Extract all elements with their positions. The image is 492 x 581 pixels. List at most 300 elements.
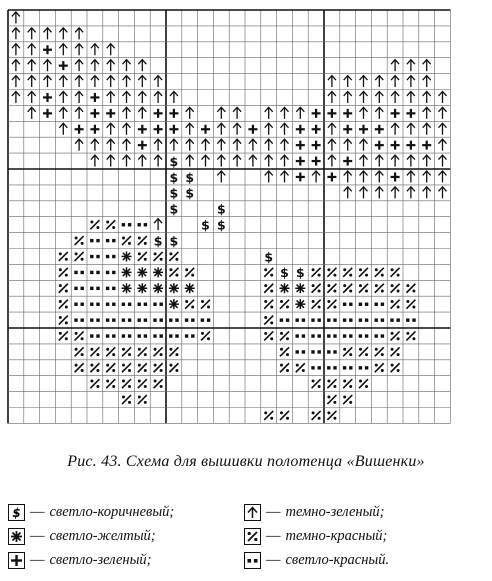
stitch-diag-slash xyxy=(391,300,400,309)
stitch-dollar xyxy=(185,186,194,201)
stitch-diag-slash xyxy=(343,379,352,388)
stitch-arrow-up xyxy=(281,171,289,183)
stitch-arrow-up xyxy=(75,60,83,72)
stitch-double-dot xyxy=(74,318,84,321)
stitch-arrow-up xyxy=(12,76,20,88)
stitch-arrow-up xyxy=(123,139,131,151)
stitch-double-dot xyxy=(375,334,385,337)
stitch-arrow-up xyxy=(202,155,210,167)
legend-item-dark-red xyxy=(244,524,389,548)
stitch-arrow-up xyxy=(281,155,289,167)
stitch-cross xyxy=(312,141,321,150)
stitch-diag-slash xyxy=(375,347,384,356)
stitch-arrow-up xyxy=(138,155,146,167)
stitch-diag-slash xyxy=(264,268,273,277)
stitch-double-dot xyxy=(90,318,100,321)
stitch-arrow-up xyxy=(59,91,67,103)
stitch-diag-slash xyxy=(327,268,336,277)
stitch-arrow-up xyxy=(44,60,52,72)
stitch-cross xyxy=(201,125,210,134)
stitch-diag-slash xyxy=(106,220,115,229)
stitch-double-dot xyxy=(153,318,163,321)
stitch-double-dot xyxy=(106,255,116,258)
stitch-diag-slash xyxy=(375,363,384,372)
stitch-double-dot xyxy=(311,366,321,369)
stitch-diag-slash xyxy=(327,395,336,404)
stitch-diag-slash xyxy=(391,284,400,293)
stitch-arrow-up xyxy=(423,123,431,135)
stitch-arrow-up xyxy=(375,155,383,167)
stitch-double-dot xyxy=(74,271,84,274)
stitch-arrow-up xyxy=(249,139,257,151)
svg-text:$: $ xyxy=(169,233,179,249)
legend-label: светло-желтый; xyxy=(49,527,156,544)
stitch-arrow-up xyxy=(123,76,131,88)
stitch-diag-slash xyxy=(327,300,336,309)
stitch-diag-slash xyxy=(169,363,178,372)
stitch-arrow-up xyxy=(328,91,336,103)
stitch-arrow-up xyxy=(423,171,431,183)
stitch-double-dot xyxy=(201,318,211,321)
stitch-arrow-up xyxy=(375,171,383,183)
stitch-cross xyxy=(169,109,178,118)
stitch-arrow-up xyxy=(375,107,383,119)
stitch-double-dot xyxy=(106,287,116,290)
stitch-dollar xyxy=(170,186,179,201)
stitch-double-dot xyxy=(406,318,416,321)
stitch-dollar xyxy=(264,249,273,264)
stitch-cross xyxy=(43,93,52,102)
stitch-cross xyxy=(90,109,99,118)
legend-item-light-green xyxy=(8,548,174,572)
stitch-arrow-up xyxy=(107,91,115,103)
stitch-double-dot xyxy=(90,239,100,242)
stitch-dollar xyxy=(201,217,210,232)
stitch-arrow-up xyxy=(217,155,225,167)
stitch-arrow-up xyxy=(186,107,194,119)
stitch-arrow-up xyxy=(107,44,115,56)
stitch-cross xyxy=(327,109,336,118)
svg-text:$: $ xyxy=(169,169,179,185)
stitch-double-dot xyxy=(153,303,163,306)
stitch-arrow-up xyxy=(12,60,20,72)
stitch-double-dot xyxy=(359,366,369,369)
stitch-dollar xyxy=(217,202,226,217)
stitch-star xyxy=(122,267,132,277)
stitch-double-dot xyxy=(185,318,195,321)
stitch-arrow-up xyxy=(439,171,447,183)
stitch-double-dot xyxy=(90,287,100,290)
stitch-double-dot xyxy=(311,318,321,321)
stitch-diag-slash xyxy=(138,395,147,404)
stitch-diag-slash xyxy=(280,331,289,340)
stitch-cross xyxy=(138,141,147,150)
stitch-diag-slash xyxy=(75,363,84,372)
stitch-double-dot xyxy=(375,318,385,321)
stitch-double-dot xyxy=(90,271,100,274)
stitch-diag-slash xyxy=(312,284,321,293)
stitch-diag-slash xyxy=(169,347,178,356)
stitch-arrow-up xyxy=(391,76,399,88)
stitch-arrow-up xyxy=(28,76,36,88)
stitch-arrow-up xyxy=(138,76,146,88)
stitch-arrow-up xyxy=(138,60,146,72)
stitch-arrow-up xyxy=(59,123,67,135)
stitch-cross xyxy=(154,109,163,118)
legend-dash: — xyxy=(30,503,45,520)
stitch-diag-slash xyxy=(296,363,305,372)
stitch-diag-slash xyxy=(138,252,147,261)
stitch-double-dot xyxy=(327,334,337,337)
stitch-diag-slash xyxy=(122,236,131,245)
stitch-arrow-up xyxy=(423,187,431,199)
stitch-diag-slash xyxy=(406,331,415,340)
stitch-arrow-up xyxy=(186,123,194,135)
stitch-double-dot xyxy=(90,303,100,306)
stitch-arrow-up xyxy=(233,155,241,167)
legend-label: светло-коричневый; xyxy=(49,503,175,520)
stitch-arrow-up xyxy=(91,76,99,88)
stitch-diag-slash xyxy=(343,268,352,277)
stitch-double-dot xyxy=(343,318,353,321)
stitch-arrow-up xyxy=(407,76,415,88)
stitch-double-dot xyxy=(296,350,306,353)
stitch-diag-slash xyxy=(312,300,321,309)
stitch-double-dot xyxy=(122,334,132,337)
stitch-arrow-up xyxy=(407,171,415,183)
stitch-arrow-up xyxy=(28,107,36,119)
arrow-up-icon xyxy=(244,504,261,521)
stitch-double-dot xyxy=(375,303,385,306)
stitch-cross xyxy=(343,109,352,118)
legend-item-light-red xyxy=(244,548,389,572)
stitch-diag-slash xyxy=(138,379,147,388)
stitch-double-dot xyxy=(106,318,116,321)
stitch-diag-slash xyxy=(122,395,131,404)
stitch-arrow-up xyxy=(107,139,115,151)
stitch-diag-slash xyxy=(264,300,273,309)
stitch-arrow-up xyxy=(344,139,352,151)
stitch-arrow-up xyxy=(249,155,257,167)
stitch-arrow-up xyxy=(138,91,146,103)
stitch-arrow-up xyxy=(123,155,131,167)
stitch-cross xyxy=(169,125,178,134)
stitch-arrow-up xyxy=(407,123,415,135)
stitch-star xyxy=(137,267,147,277)
stitch-diag-slash xyxy=(391,347,400,356)
stitch-diag-slash xyxy=(90,220,99,229)
stitch-dollar xyxy=(296,265,305,280)
stitch-arrow-up xyxy=(91,139,99,151)
stitch-star xyxy=(153,283,163,293)
stitch-diag-slash xyxy=(59,268,68,277)
stitch-arrow-up xyxy=(75,91,83,103)
stitch-arrow-up xyxy=(296,107,304,119)
stitch-diag-slash xyxy=(75,236,84,245)
stitch-arrow-up xyxy=(344,171,352,183)
diag-slash-icon xyxy=(244,528,261,545)
stitch-diag-slash xyxy=(312,268,321,277)
stitch-arrow-up xyxy=(328,155,336,167)
svg-text:$: $ xyxy=(216,201,226,217)
stitch-arrow-up xyxy=(281,107,289,119)
stitch-diag-slash xyxy=(138,363,147,372)
stitch-diag-slash xyxy=(280,411,289,420)
stitch-double-dot xyxy=(122,303,132,306)
stitch-arrow-up xyxy=(391,91,399,103)
stitch-arrow-up xyxy=(407,187,415,199)
stitch-dollar xyxy=(170,154,179,169)
stitch-arrow-up xyxy=(439,107,447,119)
stitch-diag-slash xyxy=(138,347,147,356)
stitch-diag-slash xyxy=(59,252,68,261)
stitch-diag-slash xyxy=(154,379,163,388)
stitch-star xyxy=(153,267,163,277)
stitch-arrow-up xyxy=(59,107,67,119)
stitch-diag-slash xyxy=(343,347,352,356)
stitch-arrow-up xyxy=(107,60,115,72)
stitch-cross xyxy=(154,125,163,134)
stitch-arrow-up xyxy=(328,123,336,135)
stitch-arrow-up xyxy=(154,139,162,151)
stitch-arrow-up xyxy=(186,155,194,167)
stitch-cross xyxy=(75,125,84,134)
stitch-diag-slash xyxy=(280,363,289,372)
stitch-cross xyxy=(296,157,305,166)
stitch-diag-slash xyxy=(90,379,99,388)
stitch-double-dot xyxy=(74,303,84,306)
stitch-diag-slash xyxy=(359,268,368,277)
stitch-arrow-up xyxy=(75,76,83,88)
stitch-cross xyxy=(248,125,257,134)
stitch-diag-slash xyxy=(154,347,163,356)
stitch-diag-slash xyxy=(343,284,352,293)
stitch-star xyxy=(122,283,132,293)
svg-text:$: $ xyxy=(201,217,210,233)
grid-lines xyxy=(8,10,450,423)
stitch-diag-slash xyxy=(185,268,194,277)
stitch-star xyxy=(185,283,195,293)
stitch-arrow-up xyxy=(217,139,225,151)
stitch-arrow-up xyxy=(217,107,225,119)
stitch-cross xyxy=(391,172,400,181)
stitch-arrow-up xyxy=(281,123,289,135)
stitch-dollar xyxy=(154,233,163,248)
svg-text:$: $ xyxy=(295,265,305,281)
stitch-double-dot xyxy=(153,334,163,337)
stitch-cross xyxy=(312,125,321,134)
stitch-cross xyxy=(106,109,115,118)
stitch-arrow-up xyxy=(439,187,447,199)
stitch-arrow-up xyxy=(91,60,99,72)
stitch-arrow-up xyxy=(154,76,162,88)
stitch-arrow-up xyxy=(360,107,368,119)
stitch-cross xyxy=(343,157,352,166)
stitch-dollar xyxy=(280,265,289,280)
stitch-double-dot xyxy=(169,334,179,337)
stitch-arrow-up xyxy=(123,123,131,135)
stitch-arrow-up xyxy=(91,155,99,167)
stitch-arrow-up xyxy=(344,76,352,88)
legend-dash: — xyxy=(30,551,45,568)
stitch-arrow-up xyxy=(12,91,20,103)
stitch-arrow-up xyxy=(202,139,210,151)
stitch-diag-slash xyxy=(106,347,115,356)
stitch-diag-slash xyxy=(280,347,289,356)
stitch-dollar xyxy=(170,202,179,217)
stitch-double-dot xyxy=(106,239,116,242)
stitch-star xyxy=(295,283,305,293)
stitch-arrow-up xyxy=(75,28,83,39)
stitch-double-dot xyxy=(359,334,369,337)
svg-text:$: $ xyxy=(185,169,195,185)
stitch-dollar xyxy=(170,233,179,248)
stitch-cross xyxy=(43,109,52,118)
stitch-arrow-up xyxy=(91,44,99,56)
stitch-arrow-up xyxy=(233,123,241,135)
stitch-diag-slash xyxy=(312,379,321,388)
stitch-double-dot xyxy=(280,318,290,321)
stitch-arrow-up xyxy=(265,139,273,151)
stitch-double-dot xyxy=(327,318,337,321)
stitch-arrow-up xyxy=(344,91,352,103)
stitch-double-dot xyxy=(311,350,321,353)
stitch-dollar xyxy=(217,217,226,232)
stitch-star xyxy=(169,283,179,293)
stitch-arrow-up xyxy=(360,155,368,167)
stitch-diag-slash xyxy=(59,316,68,325)
stitch-double-dot xyxy=(138,334,148,337)
stitch-arrow-up xyxy=(154,91,162,103)
stitch-cross xyxy=(406,141,415,150)
stitch-cross xyxy=(312,157,321,166)
legend-dash: — xyxy=(266,503,281,520)
stitch-arrow-up xyxy=(423,76,431,88)
stitch-arrow-up xyxy=(107,155,115,167)
stitch-arrow-up xyxy=(312,171,320,183)
stitch-star xyxy=(169,299,179,309)
stitch-cross xyxy=(422,141,431,150)
stitch-arrow-up xyxy=(439,91,447,103)
stitch-arrow-up xyxy=(107,76,115,88)
stitch-diag-slash xyxy=(327,379,336,388)
stitch-double-dot xyxy=(106,271,116,274)
stitch-diag-slash xyxy=(312,411,321,420)
stitch-diag-slash xyxy=(375,268,384,277)
stitch-diag-slash xyxy=(264,411,273,420)
stitch-arrow-up xyxy=(28,28,36,39)
stitch-arrow-up xyxy=(439,123,447,135)
stitch-diag-slash xyxy=(59,300,68,309)
stitch-diag-slash xyxy=(327,411,336,420)
stitch-cross xyxy=(391,109,400,118)
stitch-diag-slash xyxy=(264,284,273,293)
stitch-dollar xyxy=(185,170,194,185)
legend-dash: — xyxy=(30,527,45,544)
stitch-double-dot xyxy=(90,334,100,337)
stitch-arrow-up xyxy=(75,107,83,119)
stitch-arrow-up xyxy=(391,123,399,135)
stitch-diag-slash xyxy=(90,363,99,372)
stitch-double-dot xyxy=(296,318,306,321)
stitch-diag-slash xyxy=(201,331,210,340)
stitch-arrow-up xyxy=(59,44,67,56)
stitch-cross xyxy=(343,125,352,134)
stitch-arrow-up xyxy=(233,139,241,151)
stitch-arrow-up xyxy=(360,91,368,103)
stitch-double-dot xyxy=(327,366,337,369)
legend-item-light-brown xyxy=(8,500,174,524)
stitch-double-dot xyxy=(359,318,369,321)
svg-text:$: $ xyxy=(169,153,179,169)
stitch-arrow-up xyxy=(12,12,20,24)
stitch-double-dot xyxy=(311,334,321,337)
stitch-arrow-up xyxy=(107,123,115,135)
stitch-arrow-up xyxy=(439,155,447,167)
star-icon xyxy=(8,528,25,545)
stitch-diag-slash xyxy=(90,347,99,356)
stitch-cross xyxy=(359,125,368,134)
stitch-arrow-up xyxy=(123,107,131,119)
stitch-diag-slash xyxy=(75,347,84,356)
stitch-arrow-up xyxy=(265,155,273,167)
svg-text:$: $ xyxy=(12,505,21,519)
stitch-diag-slash xyxy=(391,331,400,340)
stitch-double-dot xyxy=(327,350,337,353)
stitch-diag-slash xyxy=(122,347,131,356)
stitch-arrow-up xyxy=(12,44,20,56)
stitch-double-dot xyxy=(122,223,132,226)
svg-text:$: $ xyxy=(169,185,179,201)
stitch-diag-slash xyxy=(406,284,415,293)
stitch-double-dot xyxy=(185,334,195,337)
stitch-double-dot xyxy=(74,287,84,290)
stitch-diag-slash xyxy=(201,300,210,309)
stitch-arrow-up xyxy=(59,28,67,39)
stitch-arrow-up xyxy=(123,60,131,72)
stitch-star xyxy=(122,251,132,261)
stitch-arrow-up xyxy=(170,139,178,151)
stitch-arrow-up xyxy=(44,76,52,88)
stitch-double-dot xyxy=(106,334,116,337)
stitch-arrow-up xyxy=(407,155,415,167)
figure-caption: Рис. 43. Схема для вышивки полотенца «Вишенки» xyxy=(67,453,425,470)
stitch-diag-slash xyxy=(154,363,163,372)
stitch-arrow-up xyxy=(328,76,336,88)
stitch-arrow-up xyxy=(154,219,162,231)
stitch-arrow-up xyxy=(28,44,36,56)
stitch-double-dot xyxy=(122,318,132,321)
stitch-dollar xyxy=(170,170,179,185)
stitch-diag-slash xyxy=(75,331,84,340)
stitch-arrow-up xyxy=(28,91,36,103)
stitch-diag-slash xyxy=(359,284,368,293)
stitch-diag-slash xyxy=(106,379,115,388)
stitch-cross xyxy=(375,141,384,150)
stitch-diag-slash xyxy=(264,331,273,340)
stitch-cross xyxy=(43,45,52,54)
stitch-arrow-up xyxy=(375,91,383,103)
stitch-arrow-up xyxy=(407,60,415,72)
stitch-diag-slash xyxy=(122,363,131,372)
stitch-arrow-up xyxy=(423,91,431,103)
stitch-double-dot xyxy=(343,366,353,369)
stitch-diag-slash xyxy=(375,284,384,293)
stitch-arrow-up xyxy=(44,28,52,39)
stitch-double-dot xyxy=(359,303,369,306)
stitch-cross xyxy=(327,172,336,181)
stitch-double-dot xyxy=(138,303,148,306)
